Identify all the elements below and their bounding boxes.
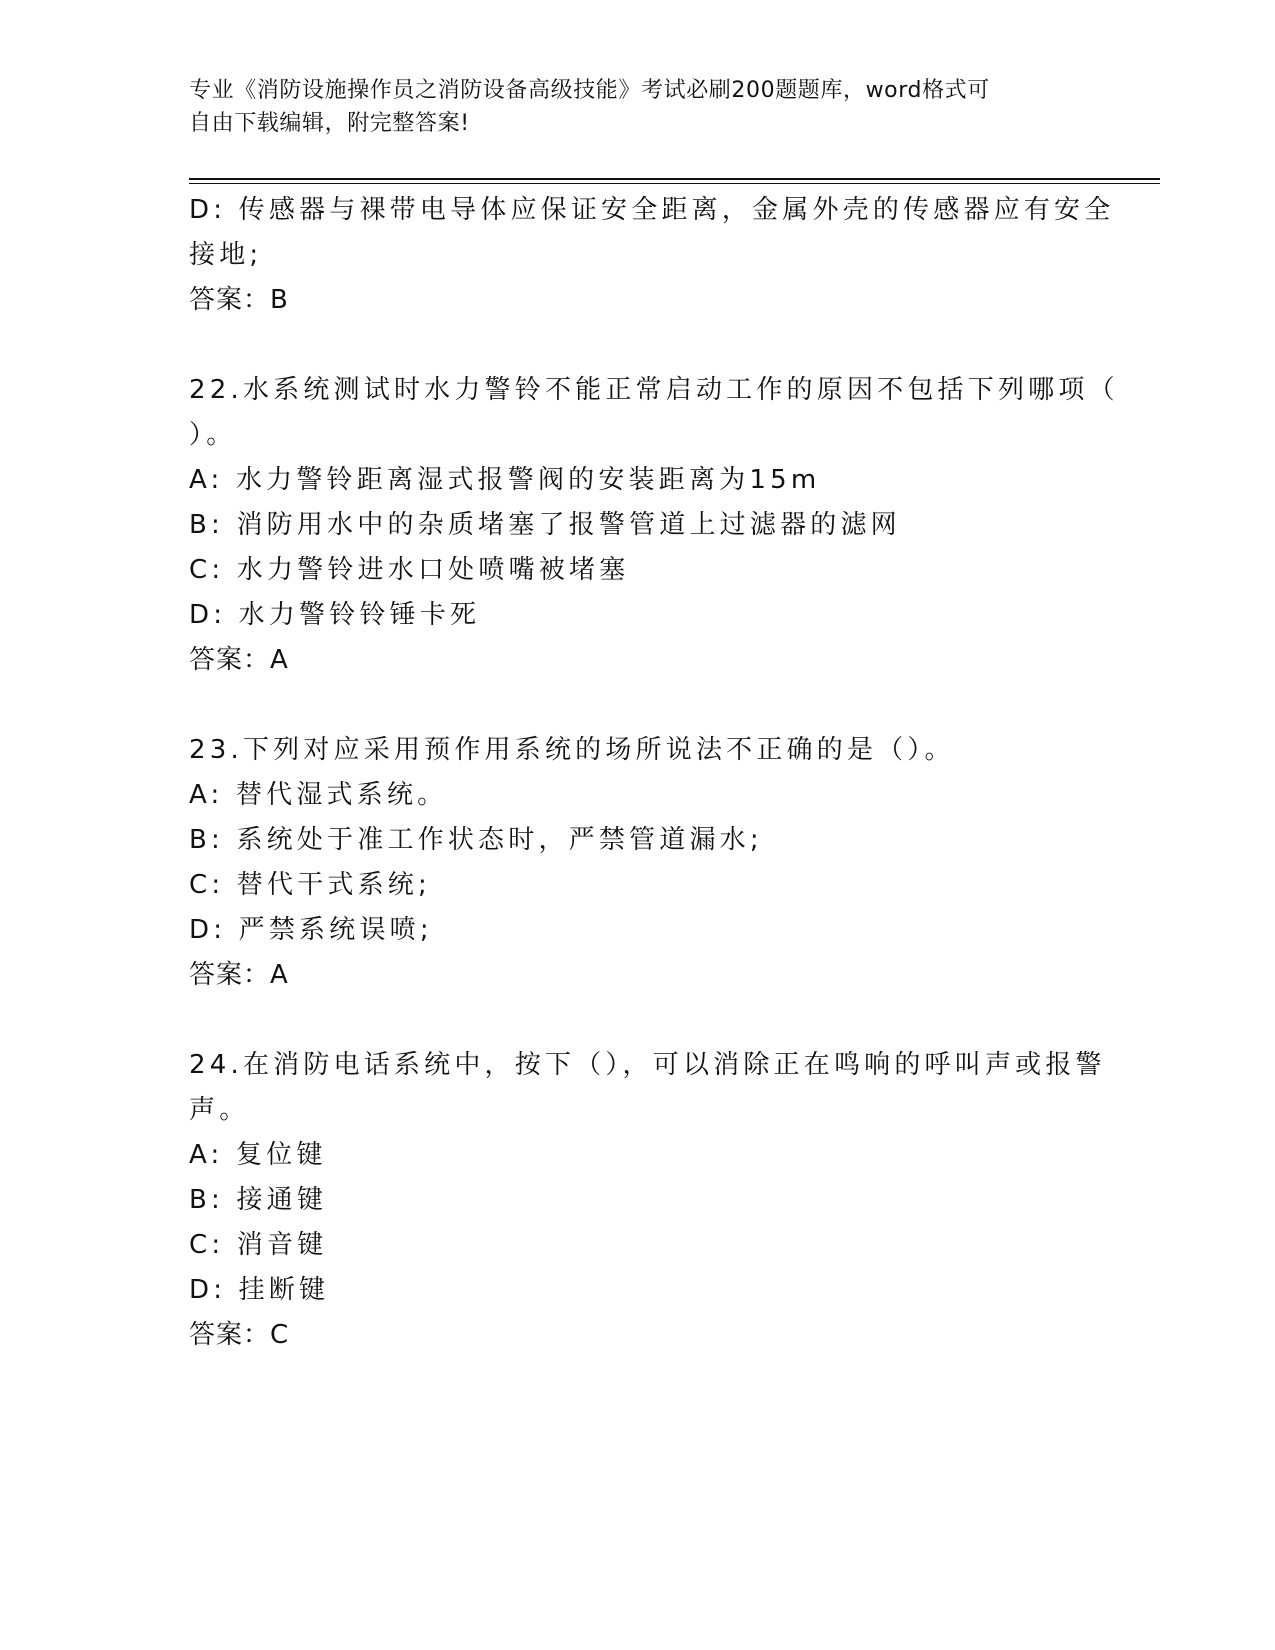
- q21-option-d-line1: D: 传感器与裸带电导体应保证安全距离，金属外壳的传感器应有安全: [189, 195, 1115, 225]
- q24-option-d: D: 挂断键: [189, 1275, 330, 1305]
- header-line-1: 专业《消防设施操作员之消防设备高级技能》考试必刷200题题库，word格式可: [189, 78, 990, 103]
- q24-answer: 答案：C: [189, 1320, 290, 1350]
- q22-option-d: D: 水力警铃铃锤卡死: [189, 600, 481, 630]
- q24-option-b: B: 接通键: [189, 1185, 328, 1215]
- header-divider-thick: [189, 178, 1160, 180]
- q23-option-a: A: 替代湿式系统。: [189, 780, 448, 810]
- q23-stem: 23.下列对应采用预作用系统的场所说法不正确的是（）。: [189, 735, 955, 765]
- q22-option-c: C: 水力警铃进水口处喷嘴被堵塞: [189, 555, 630, 585]
- q23-answer: 答案：A: [189, 960, 289, 990]
- q23-option-d: D: 严禁系统误喷;: [189, 915, 433, 945]
- q22-option-a: A: 水力警铃距离湿式报警阀的安装距离为15m: [189, 465, 821, 495]
- q23-option-c: C: 替代干式系统;: [189, 870, 431, 900]
- document-header: [189, 74, 1069, 140]
- q22-option-b: B: 消防用水中的杂质堵塞了报警管道上过滤器的滤网: [189, 510, 901, 540]
- q24-stem-line1: 24.在消防电话系统中，按下（），可以消除正在鸣响的呼叫声或报警: [189, 1050, 1106, 1080]
- q21-option-d-line2: 接地;: [189, 240, 263, 270]
- q23-option-b: B: 系统处于准工作状态时，严禁管道漏水;: [189, 825, 763, 855]
- q22-stem-line1: 22.水系统测试时水力警铃不能正常启动工作的原因不包括下列哪项（: [189, 375, 1119, 405]
- q22-stem-line2: ）。: [189, 420, 237, 450]
- header-divider-thin: [189, 183, 1160, 184]
- q21-answer: 答案：B: [189, 285, 289, 315]
- q24-option-a: A: 复位键: [189, 1140, 327, 1170]
- header-line-2: 自由下载编辑，附完整答案!: [189, 111, 470, 136]
- q24-option-c: C: 消音键: [189, 1230, 328, 1260]
- q24-stem-line2: 声。: [189, 1095, 250, 1125]
- q22-answer: 答案：A: [189, 645, 289, 675]
